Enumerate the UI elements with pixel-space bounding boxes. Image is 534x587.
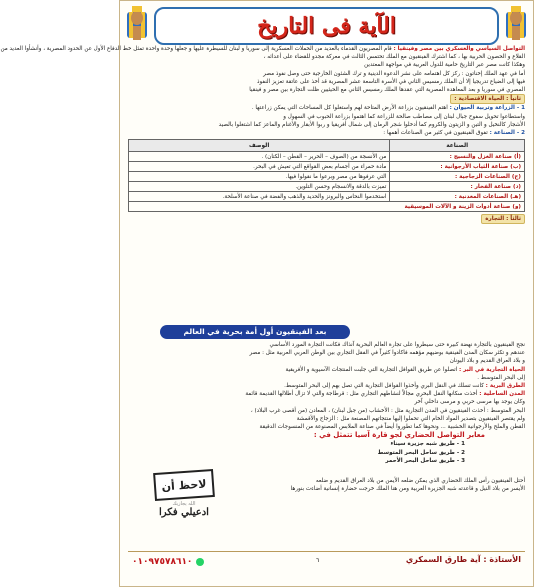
phone-number — [132, 557, 204, 567]
table-cell: من الأنسجة من (الصوف – الحرير – القطن – الكتان) . — [129, 152, 390, 162]
econ-1-label: 1 - الزراعة وتربية الحيوان : — [449, 105, 525, 112]
teacher-stamp — [134, 501, 234, 518]
trade-sea-text: أخذت سكانها النقل البحري مجالاً لنشاطهم التجاري مثل : قرطاجة والتي لا تزال أطلالها القديمة قائمة — [245, 391, 478, 398]
trade-line: و بلاد العراق القديم و بلاد اليونان — [449, 358, 525, 365]
intro-line: فيها إلى الضياع تدريجيا إلا أن الملك رمسيس الثاني في الأسرة التاسعة عشر المصرية قد أخذ على عاتقة تعزيز النفوذ — [257, 78, 525, 85]
content-body — [0, 45, 525, 224]
econ-1-line: واستطاعوا تحويل سفوح جبال لبنان إلى مصاطب صالحة للزراعة كما اهتموا بزراعة الحبوب في السهول و — [283, 113, 525, 120]
route-item: 2 - طريق ساحل البحر المتوسط — [377, 449, 465, 456]
table-cell: استخدموا النحاس والبرونز والحديد والذهب والفضة في صناعة الأسلحة. — [129, 192, 390, 202]
trade-land-label2: الطرق البرية : — [485, 383, 525, 390]
pharaoh-bust-icon — [123, 4, 151, 44]
page-header — [154, 7, 499, 45]
trade-land-text: اتصلوا عن طريق القوافل التجارية التي جلبت المنتجات الآسيوية و الأفريقية — [285, 366, 458, 373]
industries-table — [128, 139, 525, 212]
teacher-signature: الأستاذة : آية طارق السمكري — [405, 555, 521, 564]
route-item: 1 - طريق شبه جزيرة سيناء — [390, 441, 465, 448]
table-cell: (د) صناعة الفخار : — [390, 182, 525, 192]
intro-line: القلاع و الحصون الحربية بها ، كما اشترك الفينقيون مع الملك تحتمس الثالث في معركة مجدو للقضاء على أعدائه ، — [263, 54, 525, 61]
note-badge: لاحظ أن — [153, 469, 215, 501]
table-row — [129, 192, 525, 202]
table-cell: (و) صناعة أدوات الزينة و الآلات الموسيقية — [129, 202, 525, 212]
trade-land-label: الحياة التجارية في البر : — [458, 366, 525, 373]
intro-line: قام المصريون القدماء بالعديد من الحملات العسكرية إلى سوريا و لبنان للسيطرة عليها و جعلها وحدة واحدة تمثل خط الدفاع الأول عن الحدود المصرية ، وأنشأوا العديد من — [0, 46, 392, 52]
table-header-cell: الوصف — [129, 140, 390, 152]
intro-line: وهكذا كانت مصر عبر التاريخ حامية للدول العربية في مواجهة المعتدين — [364, 62, 525, 69]
table-cell: تميزت بالدقة والانسجام وحسن التلوين. — [129, 182, 390, 192]
trade-extra: ولم يقتصر الفينقيون بتصدير المواد الخام التي تحملوا إليها منتجاتهم المصنعة مثل : الزجاج والأقمشة — [296, 415, 525, 422]
table-header-cell: الصناعة — [390, 140, 525, 152]
trade-sea-text2: وكان يوجد بها مرسى حربي و مرسى داخلي آخر — [414, 399, 525, 406]
table-row — [129, 172, 525, 182]
table-cell: التي عرفوها من مصر وبرعوا ما نقولوا فيها. — [129, 172, 390, 182]
table-row — [129, 152, 525, 162]
trade-line: نجح الفينقيون بالتجارة نهضة كبيرة حتى سيطروا على تجارة العالم البحرية آنذاك فكانت التجارة المورد الأساسي — [269, 342, 525, 348]
intro-label: التواصل السياسي والعسكري بين مصر وفينقيا : — [393, 46, 525, 52]
trade-sea-label: المدن الساحلية : — [479, 391, 525, 398]
routes-title: معابر التواصل الحضاري لجو قارة آسيا تتمثل في : — [313, 431, 485, 440]
econ-title: ثانياً : الحياة الاقتصادية : — [450, 94, 525, 104]
table-cell: (ج) الصناعات الزجاجية : — [390, 172, 525, 182]
trade-label: ثالثاً : التجارة — [481, 214, 525, 224]
trade-land-text2: إلى البحر المتوسط . — [477, 374, 525, 381]
econ-2-text: تفوق الفينقيون في كثير من الصناعات أهمها : — [383, 130, 488, 137]
teacher-name: ادعيلي فكرا — [159, 507, 209, 518]
econ-1-line: الأشجار كالنخيل و التين و الزيتون والكروم كما أدخلوا شجر الرمان إلى شمال أفريقيا و ربوا الأبقار والأغنام والماعز كما اشتغلوا بالصيد — [218, 121, 525, 128]
trade-line: عندهم و تكثر سكان المدن الفينقية بوضيهم مؤهمه فاكادوا كثيراً في الفقل التجاري بين الوطن العربي العربية مثل : مصر — [249, 350, 525, 357]
intro-line: أما في عهد الملك إخناتون : ركز كل اهتمامه على نشر الدعوة الدينية و ترك الشئون الخارجية حتى وصل نفوذ مصر — [263, 70, 525, 77]
phone-text: ٠١٠٩٧٥٧٨٦١٠ — [132, 557, 193, 567]
intro-line: المصري في سوريا و بعد المعاهدة المصرية التي عقدها الملك رمسيس الثاني مع الحيثيين ظلت التجارة بين مصر و فينقيا — [249, 87, 525, 94]
route-item: 3 - طريق ساحل البحر الأحمر — [385, 457, 465, 464]
pharaoh-bust-icon — [502, 4, 530, 44]
whatsapp-icon — [196, 558, 204, 566]
trade-banner: بعد الفينقيون أول أمة بحرية في العالم — [160, 325, 350, 339]
page-title: الآية فى التاريخ — [257, 13, 396, 39]
trade-land-text3: كانت تسلك في النقل البري وأخذوا القوافل التجارية التي تصل بهم إلى البحر المتوسط. — [284, 383, 484, 390]
table-row — [129, 202, 525, 212]
table-header-row — [129, 140, 525, 152]
trade-extra: البحر المتوسط : أخذت الفينقيون في المدن التجارية مثل : الأخشاب (من جبل لبنان) ، المعادن (من أقصى غرب البلاد) ، — [250, 407, 525, 414]
table-row — [129, 162, 525, 172]
table-cell: مادة حمراء من أجسام بعض القواقع التي تعيش في البحر. — [129, 162, 390, 172]
trade-extra: القطن والملح والأرجوانية الخشبية ... ونحوها كما تطوروا أيضاً في صناعة الملابس المصنوعة من المنسوجات الدقيقة — [259, 424, 525, 431]
table-cell: (ب) صناعة الثياب الأرجوانية : — [390, 162, 525, 172]
econ-1-line: اهتم الفينقيون بزراعة الأرض المتاحة لهم واستغلوا كل المساحات التي يمكن زراعتها . — [251, 105, 448, 112]
table-cell: (أ) صناعة الغزل والنسيج : — [390, 152, 525, 162]
table-row — [129, 182, 525, 192]
footer-divider — [128, 551, 525, 552]
teacher-sub: الله يجازيك — [172, 501, 196, 507]
table-cell: (هـ) الصناعات المعدنية : — [390, 192, 525, 202]
page-number: ٦ — [316, 557, 320, 564]
econ-2-label: 2 - الصناعة : — [489, 130, 525, 137]
note-line: الأيسر من بلاد النيل و قاعدته شبه الجزيرة العربية ومن هنا الملك خرجت حضارة إنسانية أضاءت بنورها — [290, 486, 525, 493]
note-line: أحتل الفينقيون رأس الملك الحضاري الذي يمكن ضلعه الأيمن من بلاد العراق القديم و ضلعه — [315, 478, 525, 485]
